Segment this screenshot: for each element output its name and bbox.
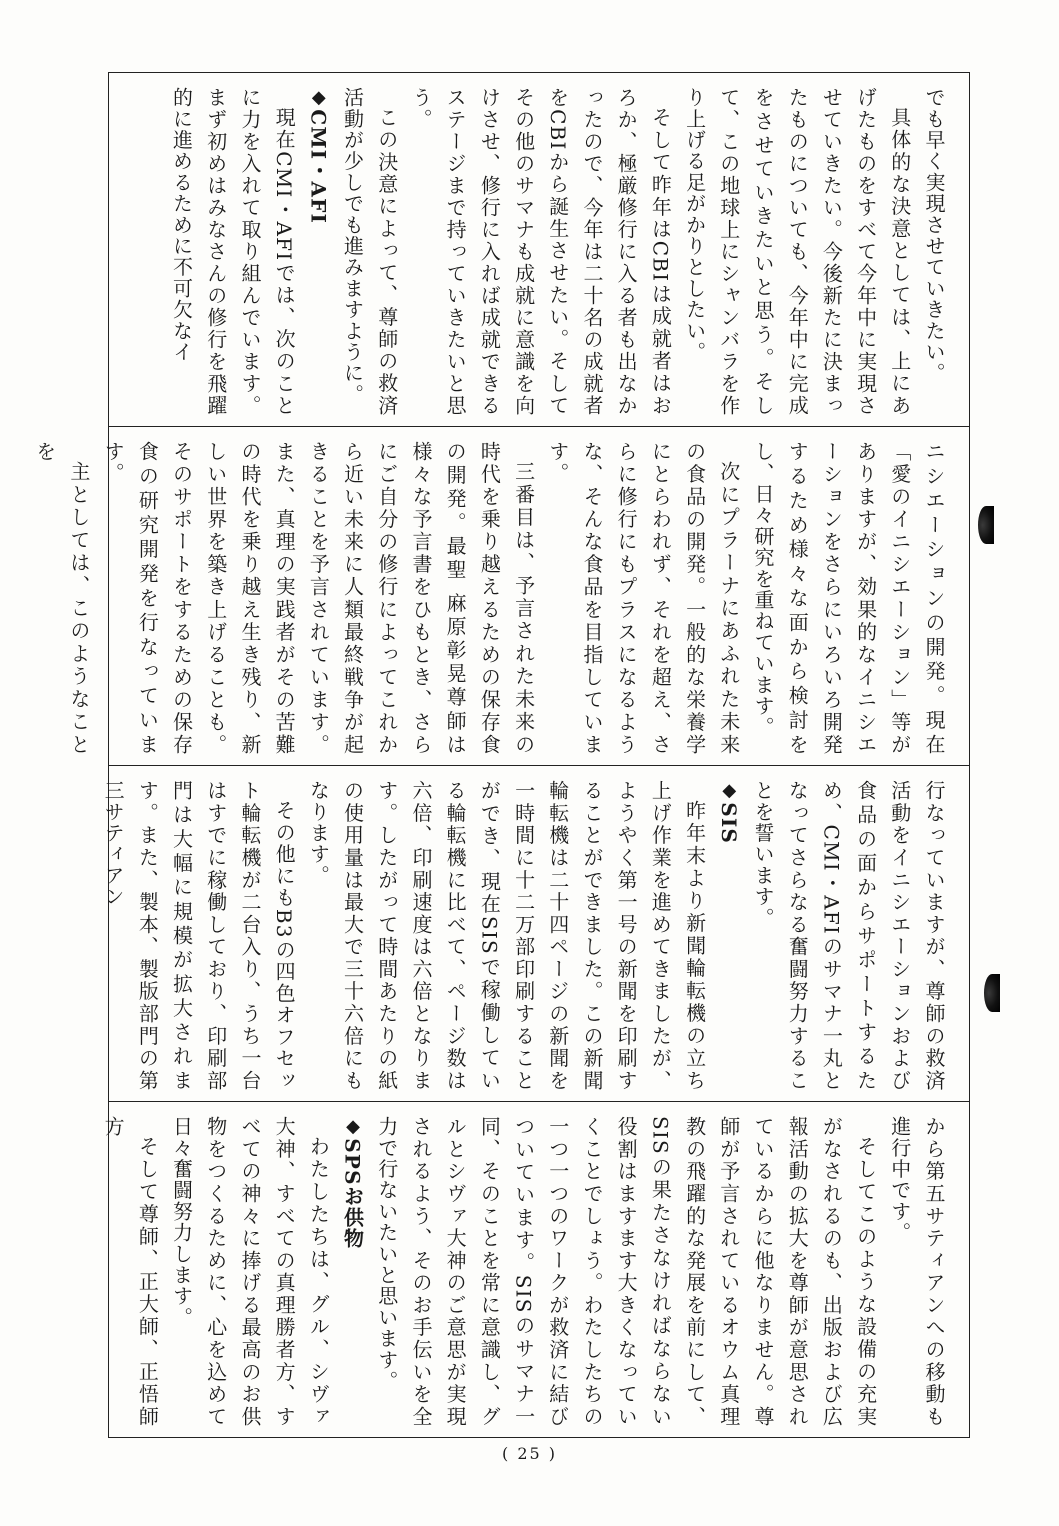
page-number: ( 25 )	[501, 1444, 557, 1463]
diamond-bullet-icon: ◆	[342, 1116, 364, 1139]
paragraph: 昨年末より新聞輪転機の立ち上げ作業を進めてきましたが、ようやく第一号の新聞を印刷することができました。この新聞輪転機は二十四ページの新聞を一時間に十二万部印刷することができ、現在SISで稼働している輪転機に比べて、ページ数は六倍、印刷速度は六倍となります。したがって時間あたりの紙の使用量は最大で三十六倍にもなります。	[306, 780, 707, 1091]
paragraph: そして尊師、正大師、正悟師方	[101, 1116, 160, 1427]
paragraph: わたしたちは、グル、シヴァ大神、すべての真理勝者方、すべての神々に捧げる最高のお供物をつくるために、心を込めて日々奮闘努力します。	[169, 1116, 331, 1427]
diamond-bullet-icon: ◆	[718, 780, 740, 803]
section-heading-sps	[335, 1116, 369, 1427]
tier-2-text	[32, 441, 951, 755]
paragraph: 行なっていますが、尊師の救済活動をイニシエーションおよび食品の面からサポートするため、CMI・AFIのサマナ一丸となってさらなる奮闘努力することを誓います。	[750, 780, 946, 1091]
diamond-bullet-icon: ◆	[308, 87, 330, 110]
paragraph: 主としては、このようなことを	[32, 441, 91, 755]
paragraph: そしてこのような設備の充実がなされるのも、出版および広報活動の拡大を尊師が意思されているからに他なりません。尊師が予言されているオウム真理教の飛躍的な発展を前にして、SISの果たさなければならない役割はますます大きくなっていくことでしょう。わたしたちの一つ一つのワークが救済に結びついています。SISのサマナ一同、そのことを常に意識し、グルとシヴァ大神のご意思が実現されるよう、そのお手伝いを全力で行ないたいと思います。	[374, 1116, 878, 1427]
heading-text: CMI・AFI	[306, 109, 331, 225]
section-heading-sis	[712, 780, 746, 1091]
paragraph: 現在CMI・AFIでは、次のことに力を入れて取り組んでいます。まず初めはみなさんの修行を飛躍的に進めるために不可欠なイ	[169, 87, 297, 416]
tier-1	[109, 73, 969, 426]
tier-4	[101, 1101, 969, 1437]
heading-text: SIS	[716, 802, 741, 845]
paragraph: そして昨年はCBIは成就者はおろか、極厳修行に入る者も出なかったので、今年は二十名の成就者をCBIから誕生させたい。そしてその他のサマナも成就に意識を向けさせ、修行に入れば成就できるステージまで持っていきたいと思う。	[408, 87, 673, 416]
heading-text: SPSお供物	[340, 1138, 365, 1250]
tier-4-text	[101, 1116, 951, 1427]
paragraph: でも早く実現させていきたい。	[922, 87, 946, 384]
punch-hole-icon	[984, 974, 1000, 1012]
tier-2	[32, 426, 969, 765]
section-heading-cmi-afi	[301, 87, 335, 416]
tier-1-text	[123, 87, 951, 416]
paragraph: から第五サティアンへの移動も進行中です。	[887, 1116, 946, 1427]
paragraph: 次にプラーナにあふれた未来の食品の開発。一般的な栄養学にとらわれず、それを超え、さらに修行にもプラスになるような、そんな食品を目指しています。	[545, 441, 741, 755]
page-frame	[32, 72, 970, 1438]
punch-hole-icon	[978, 506, 994, 544]
paragraph: この決意によって、尊師の救済活動が少しでも進みますように。	[340, 87, 399, 416]
tier-3-text	[101, 780, 951, 1091]
paragraph: 三番目は、予言された未来の時代を乗り越えるための保存食の開発。最聖 麻原彰晃尊師は様々な予言書をひもとき、さらにご自分の修行によってこれから近い未来に人類最終戦争が起きることを予言されています。また、真理の実践者がその苦難の時代を乗り越え生き残り、新しい世界を築き上げることも。そのサポートをするための保存食の研究開発を行なっています。	[101, 441, 536, 755]
tier-3	[101, 765, 969, 1101]
paragraph: 具体的な決意としては、上にあげたものをすべて今年中に実現させていきたい。今後新たに決まったものについても、今年中に完成をさせていきたいと思う。そして、この地球上にシャンバラを作り上げる足がかりとしたい。	[682, 87, 912, 416]
paragraph: その他にもB3の四色オフセット輪転機が二台入り、うち一台はすでに稼働しており、印刷部門は大幅に規模が拡大されます。また、製本、製版部門の第三サティアン	[101, 780, 297, 1091]
paragraph: ニシエーションの開発。現在「愛のイニシエーション」等がありますが、効果的なイニシエーションをさらにいろいろ開発するため様々な面から検討をし、日々研究を重ねています。	[750, 441, 946, 755]
